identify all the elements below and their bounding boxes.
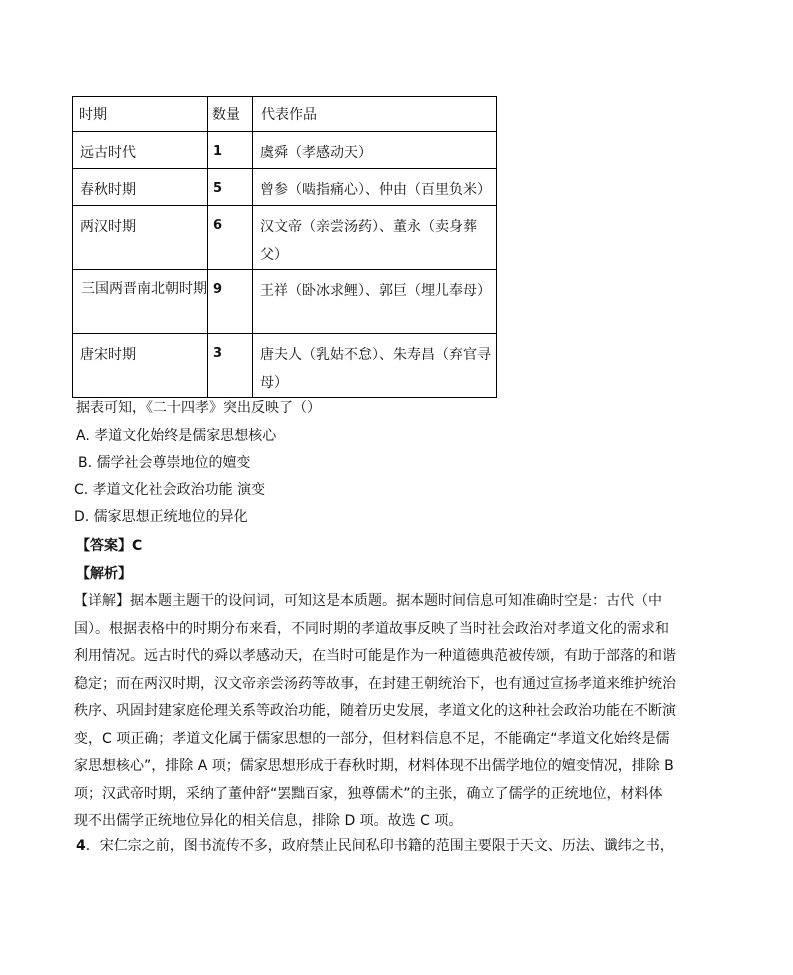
cell-works: 汉文帝（亲尝汤药）、董永（卖身葬父） [253,206,497,270]
detail-line: 变，C 项正确；孝道文化属于儒家思想的一部分，但材料信息不足，不能确定“孝道文化始终是儒 [74,730,670,747]
table-row [73,270,497,334]
detail-line: 秩序、巩固封建家庭伦理关系等政治功能，随着历史发展，孝道文化的这种社会政治功能在不断演 [74,703,676,719]
cell-count: 6 [208,206,253,270]
cell-works: 唐夫人（乳姑不怠）、朱寿昌（弃官寻母） [253,334,497,398]
table-row [73,206,497,270]
header-works: 代表作品 [253,97,497,132]
cell-period: 远古时代 [73,132,208,169]
table-header-row [73,97,497,132]
question-stem: 据表可知，《二十四孝》突出反映了（） [76,400,321,416]
answer-label: 【答案】 [76,538,132,554]
detail-line: 国）。根据表格中的时期分布来看，不同时期的孝道故事反映了当时社会政治对孝道文化的需求和 [74,620,669,637]
cell-count: 1 [208,132,253,169]
table-row [73,334,497,398]
question-4 [76,833,674,859]
cell-period: 三国两晋南北朝时期 [73,270,208,334]
cell-period: 唐宋时期 [73,334,208,398]
detail-line: 家思想核心”，排除 A 项；儒家思想形成于春秋时期，材料体现不出儒学地位的嬗变情况，排除 B [74,758,674,774]
detail-line: 稳定；而在两汉时期，汉文帝亲尝汤药等故事，在封建王朝统治下，也有通过宣扬孝道来维护统治 [74,675,676,692]
cell-count: 9 [208,270,253,334]
question-4-text: ．宋仁宗之前，图书流传不多，政府禁止民间私印书籍的范围主要限于天文、历法、谶纬之书， [85,838,674,854]
table-row [73,132,497,169]
option-d: D. 儒家思想正统地位的异化 [74,509,248,525]
option-b: B. 儒学社会尊崇地位的嬗变 [78,455,251,471]
answer-line [76,533,142,559]
detail-line: 利用情况。远古时代的舜以孝感动天，在当时可能是作为一种道德典范被传颂，有助于部落的和谐 [74,648,676,664]
cell-period: 两汉时期 [73,206,208,270]
question-4-number: 4 [76,838,86,854]
option-c: C. 孝道文化社会政治功能 演变 [74,482,266,498]
detail-paragraph [74,588,676,836]
answer-value: C [132,538,143,554]
option-a: A. 孝道文化始终是儒家思想核心 [76,428,277,444]
cell-works: 虞舜（孝感动天） [253,132,497,169]
cell-works: 王祥（卧冰求鲤）、郭巨（埋儿奉母） [253,270,497,334]
detail-line: 项；汉武帝时期，采纳了董仲舒“罢黜百家，独尊儒术”的主张，确立了儒学的正统地位，材料体 [74,785,663,802]
cell-works: 曾参（啮指痛心）、仲由（百里负米） [253,169,497,206]
detail-line: 现不出儒学正统地位异化的相关信息，排除 D 项。故选 C 项。 [74,813,463,829]
detail-line: 【详解】据本题主题干的设问词，可知这是本质题。据本题时间信息可知准确时空是：古代（中 [74,593,662,609]
header-count: 数量 [208,97,253,132]
cell-count: 3 [208,334,253,398]
table-row [73,169,497,206]
analysis-label: 【解析】 [76,566,132,582]
poem-stats-table [72,96,497,398]
cell-period: 春秋时期 [73,169,208,206]
header-period: 时期 [73,97,208,132]
cell-count: 5 [208,169,253,206]
